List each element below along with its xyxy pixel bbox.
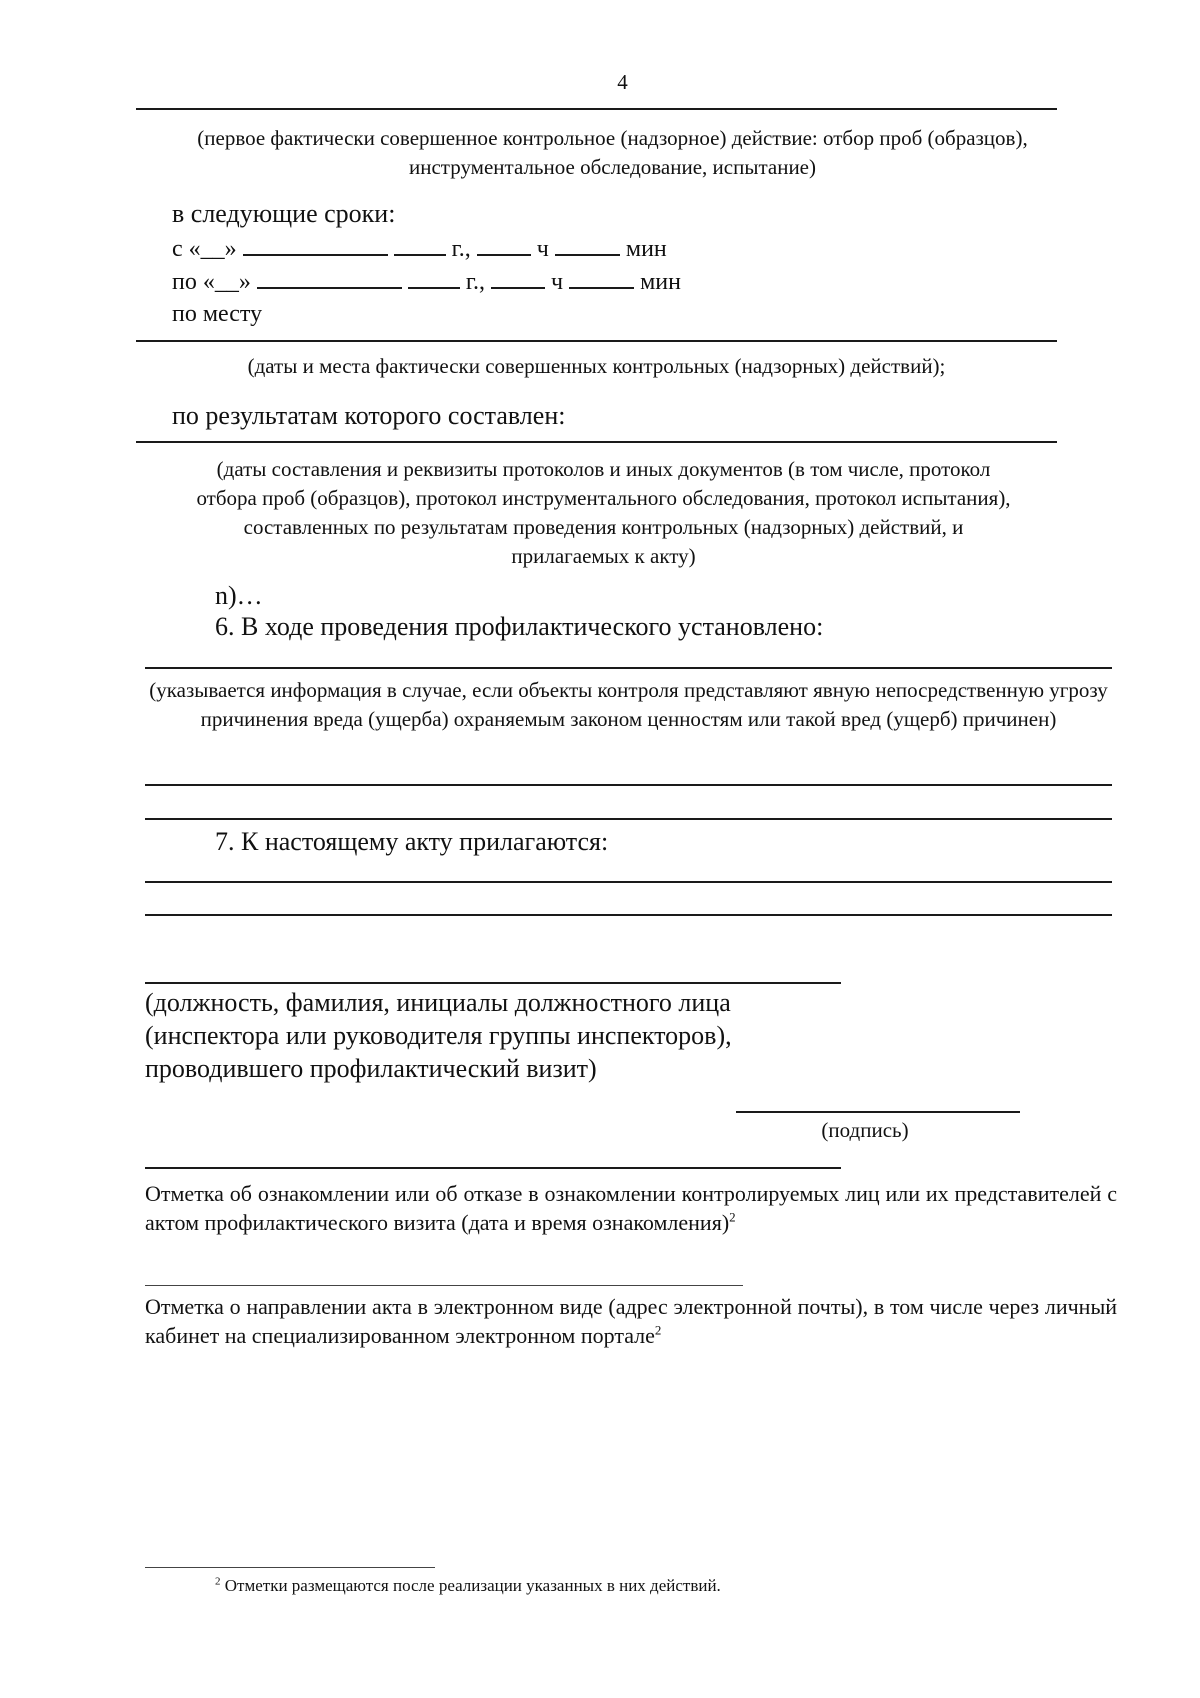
footnote-text: Отметки размещаются после реализации указанных в них действий. [224, 1576, 721, 1595]
familiarization-line[interactable] [145, 1167, 841, 1169]
signature-line[interactable] [736, 1111, 1020, 1113]
footnote-mark: 2 [215, 1575, 221, 1588]
from-minutes-label: мин [625, 236, 667, 262]
footnote-ref: 2 [729, 1209, 736, 1225]
page-number: 4 [617, 70, 628, 94]
to-year-field[interactable] [408, 267, 460, 289]
section-6-line[interactable] [145, 667, 1112, 669]
from-minutes-field[interactable] [555, 234, 620, 256]
threat-info-caption: (указывается информация в случае, если объекты контроля представляют явную непосредственную угрозу причинения вреда (ущерба) охраняемым законом ценностям или такой вред (ущерб) причинен) [149, 678, 1108, 731]
timing-from-row [172, 233, 667, 265]
to-hours-field[interactable] [491, 267, 545, 289]
from-month-field[interactable] [243, 234, 388, 256]
from-day-field[interactable]: «__» [188, 236, 237, 262]
dates-places-caption: (даты и места фактически совершенных контрольных (надзорных) действий); [247, 354, 946, 378]
section-6-heading: 6. В ходе проведения профилактического установлено: [215, 612, 824, 641]
to-year-suffix: г., [465, 269, 485, 295]
section-7-heading: 7. К настоящему акту прилагаются: [215, 827, 609, 856]
to-month-field[interactable] [257, 267, 402, 289]
to-minutes-field[interactable] [569, 267, 634, 289]
from-hours-field[interactable] [477, 234, 531, 256]
footnote-separator [145, 1567, 435, 1568]
signature-caption: (подпись) [821, 1118, 909, 1142]
timing-intro: в следующие сроки: [172, 199, 396, 228]
item-n: n)… [215, 581, 263, 610]
familiarization-note: Отметка об ознакомлении или об отказе в ознакомлении контролируемых лиц или их представителей с актом профилактического визита (дата и время ознакомления)$^2$ [145, 1181, 1117, 1235]
first-action-line[interactable] [136, 108, 1057, 110]
footnote-ref: 2 [654, 1322, 662, 1338]
attachments-line-1[interactable] [145, 881, 1112, 883]
timing-to-row [172, 266, 681, 298]
section-6-line-2[interactable] [145, 784, 1112, 786]
to-hours-label: ч [550, 269, 564, 295]
place-label: по месту [172, 301, 263, 327]
inspector-line[interactable] [145, 982, 841, 984]
attachments-line-2[interactable] [145, 914, 1112, 916]
from-year-field[interactable] [394, 234, 446, 256]
footnote [215, 1575, 721, 1597]
results-line[interactable] [136, 441, 1057, 443]
from-label: с [172, 236, 183, 262]
to-label: по [172, 269, 197, 295]
to-day-field[interactable]: «__» [202, 269, 251, 295]
documents-caption: (даты составления и реквизиты протоколов и иных документов (в том числе, протокол отбора проб (образцов), протокол инструментального обследования, протокол испытания), составленных по результатам проведения контрольных (надзорных) действий, и прилагаемых к акту) [196, 457, 1011, 568]
section-6-line-3[interactable] [145, 818, 1112, 820]
to-minutes-label: мин [640, 269, 681, 295]
first-action-caption: (первое фактически совершенное контрольное (надзорное) действие: отбор проб (образцов), инструментальное обследование, испытание) [197, 126, 1028, 179]
electronic-line[interactable] [145, 1285, 743, 1286]
results-label: по результатам которого составлен: [172, 401, 566, 430]
from-hours-label: ч [536, 236, 549, 262]
inspector-caption: (должность, фамилия, инициалы должностного лица (инспектора или руководителя группы инспекторов), проводившего профилактический визит) [145, 988, 732, 1083]
place-line[interactable] [136, 340, 1057, 342]
electronic-note: Отметка о направлении акта в электронном виде (адрес электронной почты), в том числе через личный кабинет на специализированном электронном портале$^2$ [145, 1294, 1117, 1348]
from-year-suffix: г., [451, 236, 471, 262]
